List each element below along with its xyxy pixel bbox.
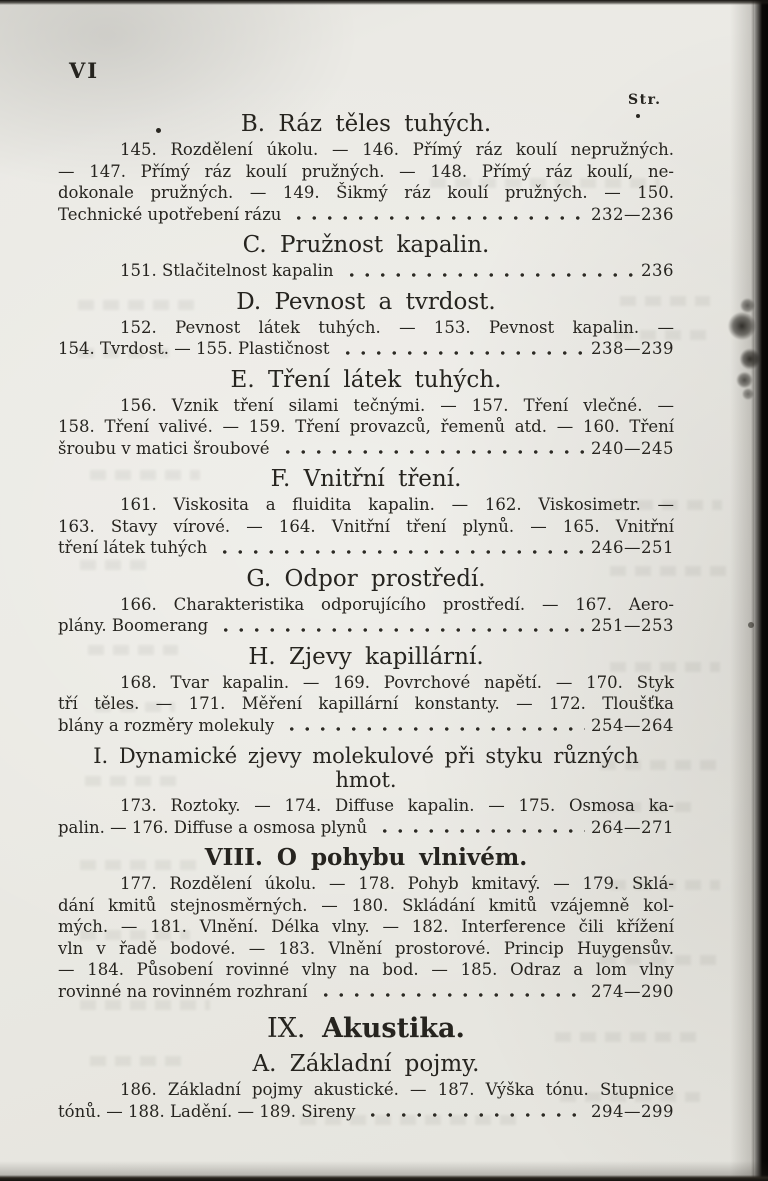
toc-line: dokonale pružných. — 149. Šikmý ráz koulí pružných. — 150. [58,183,674,202]
page-range: 238—239 [591,339,674,358]
toc-line-text: tónů. — 188. Ladění. — 189. Sireny [58,1101,356,1121]
section-heading: I. Dynamické zjevy molekulové při styku různých hmot. [93,744,639,792]
toc-line: mých. — 181. Vlnění. Délka vlny. — 182. Interference čili křížení [58,917,674,936]
section-heading-main: Akustika. [322,1013,465,1044]
toc-line: — 147. Přímý ráz koulí pružných. — 148. Přímý ráz koulí, ne- [58,161,674,181]
toc-line: 173. Roztoky. — 174. Diffuse kapalin. — 175. Osmosa ka- [120,796,674,815]
section-heading: D. Pevnost a tvrdost. [236,288,496,315]
toc-line-last [58,260,674,282]
toc-section [58,744,674,838]
page-range: 232—236 [591,204,674,224]
toc-line: 145. Rozdělení úkolu. — 146. Přímý ráz koulí nepružných. [120,140,674,159]
dot-leader [344,260,635,282]
section-heading: G. Odpor prostředí. [246,565,486,592]
section-heading: H. Zjevy kapillární. [248,643,484,670]
toc-line-text: 154. Tvrdost. — 155. Plastičnost [58,339,330,358]
page-range: 251—253 [591,616,674,635]
section-heading: VIII. O pohybu vlnivém. [204,844,528,871]
toc-line-text: palin. — 176. Diffuse a osmosa plynů [58,817,368,837]
toc [58,112,674,1122]
toc-line: 186. Základní pojmy akustické. — 187. Výška tónu. Stupnice [120,1080,674,1099]
section-heading-prefix: IX. [267,1013,323,1044]
section-heading: F. Vnitřní tření. [270,466,462,492]
toc-line: 163. Stavy vírové. — 164. Vnitřní tření plynů. — 165. Vnitřní [58,516,674,536]
section-heading: E. Tření látek tuhých. [230,366,502,393]
toc-line: 156. Vznik tření silami tečnými. — 157. Tření vlečné. — [120,395,674,415]
toc-line-last [58,981,674,1003]
toc-section [58,112,674,225]
section-heading: C. Pružnost kapalin. [242,232,490,258]
page-range: 236 [641,261,674,280]
toc-line-text: blány a rozměry molekuly [58,715,275,735]
dot-leader [284,715,585,737]
toc-section [58,567,674,637]
toc-line-last [58,438,674,460]
toc-line-last [58,338,674,360]
toc-line-text: 151. Stlačitelnost kapalin [120,261,334,280]
dot-leader [291,204,585,226]
page-range: 240—245 [591,438,674,458]
ink-speck [156,128,161,133]
page-range: 254—264 [591,715,674,735]
toc-section [58,846,674,1002]
toc-line: dání kmitů stejnosměrných. — 180. Skládání kmitů vzájemně kol- [58,895,674,915]
dot-leader [340,338,585,360]
toc-line-last [58,204,674,226]
toc-line: 161. Viskosita a fluidita kapalin. — 162. Viskosimetr. — [120,495,674,514]
toc-line: vln v řadě bodové. — 183. Vlnění prostorové. Princip Huygensův. [58,938,674,958]
toc-line-text: šroubu v matici šroubové [58,438,270,458]
dot-leader [377,817,585,839]
page-range: 274—290 [591,981,674,1001]
page-edge-shadow-top [0,0,768,5]
toc-line: 152. Pevnost látek tuhých. — 153. Pevnost kapalin. — [120,317,674,337]
toc-section [58,290,674,360]
page-edge-shadow-bottom [0,1175,768,1181]
ink-speck [636,114,640,118]
toc-section [58,233,674,282]
section-heading: A. Základní pojmy. [252,1051,480,1077]
page-range: 264—271 [591,817,674,837]
dot-leader [218,615,585,637]
toc-line-last [58,715,674,737]
dot-leader [365,1101,585,1123]
toc-line-last [58,1101,674,1123]
toc-line-text: plány. Boomerang [58,616,209,635]
toc-line-last [58,537,674,559]
dot-leader [318,981,586,1003]
page-edge-shadow-right [751,0,768,1181]
toc-section [58,467,674,559]
toc-line: 166. Charakteristika odporujícího prostředí. — 167. Aero- [120,594,674,614]
toc-line-text: Technické upotřebení rázu [58,204,282,224]
toc-section [58,1014,674,1044]
toc-section [58,1052,674,1122]
toc-section [58,368,674,460]
toc-line-last [58,817,674,839]
dot-leader [280,438,585,460]
section-heading: B. Ráz těles tuhých. [240,111,492,137]
toc-line-text: tření látek tuhých [58,538,208,557]
section-heading [58,1014,674,1044]
toc-line: tří těles. — 171. Měření kapillární konstanty. — 172. Tloušťka [58,694,674,713]
toc-section [58,645,674,737]
column-header-str: Str. [628,92,662,108]
page-number: VI [69,58,100,83]
toc-line: — 184. Působení rovinné vlny na bod. — 185. Odraz a lom vlny [58,960,674,979]
toc-line: 177. Rozdělení úkolu. — 178. Pohyb kmitavý. — 179. Sklá- [120,874,674,893]
toc-line-text: rovinné na rovinném rozhraní [58,981,308,1001]
dot-leader [217,537,585,559]
page-range: 246—251 [591,538,674,557]
page-range: 294—299 [591,1101,674,1121]
toc-line: 158. Tření valivé. — 159. Tření provazců, řemenů atd. — 160. Tření [58,417,674,436]
toc-line-last [58,615,674,637]
toc-line: 168. Tvar kapalin. — 169. Povrchové napětí. — 170. Styk [120,672,674,692]
